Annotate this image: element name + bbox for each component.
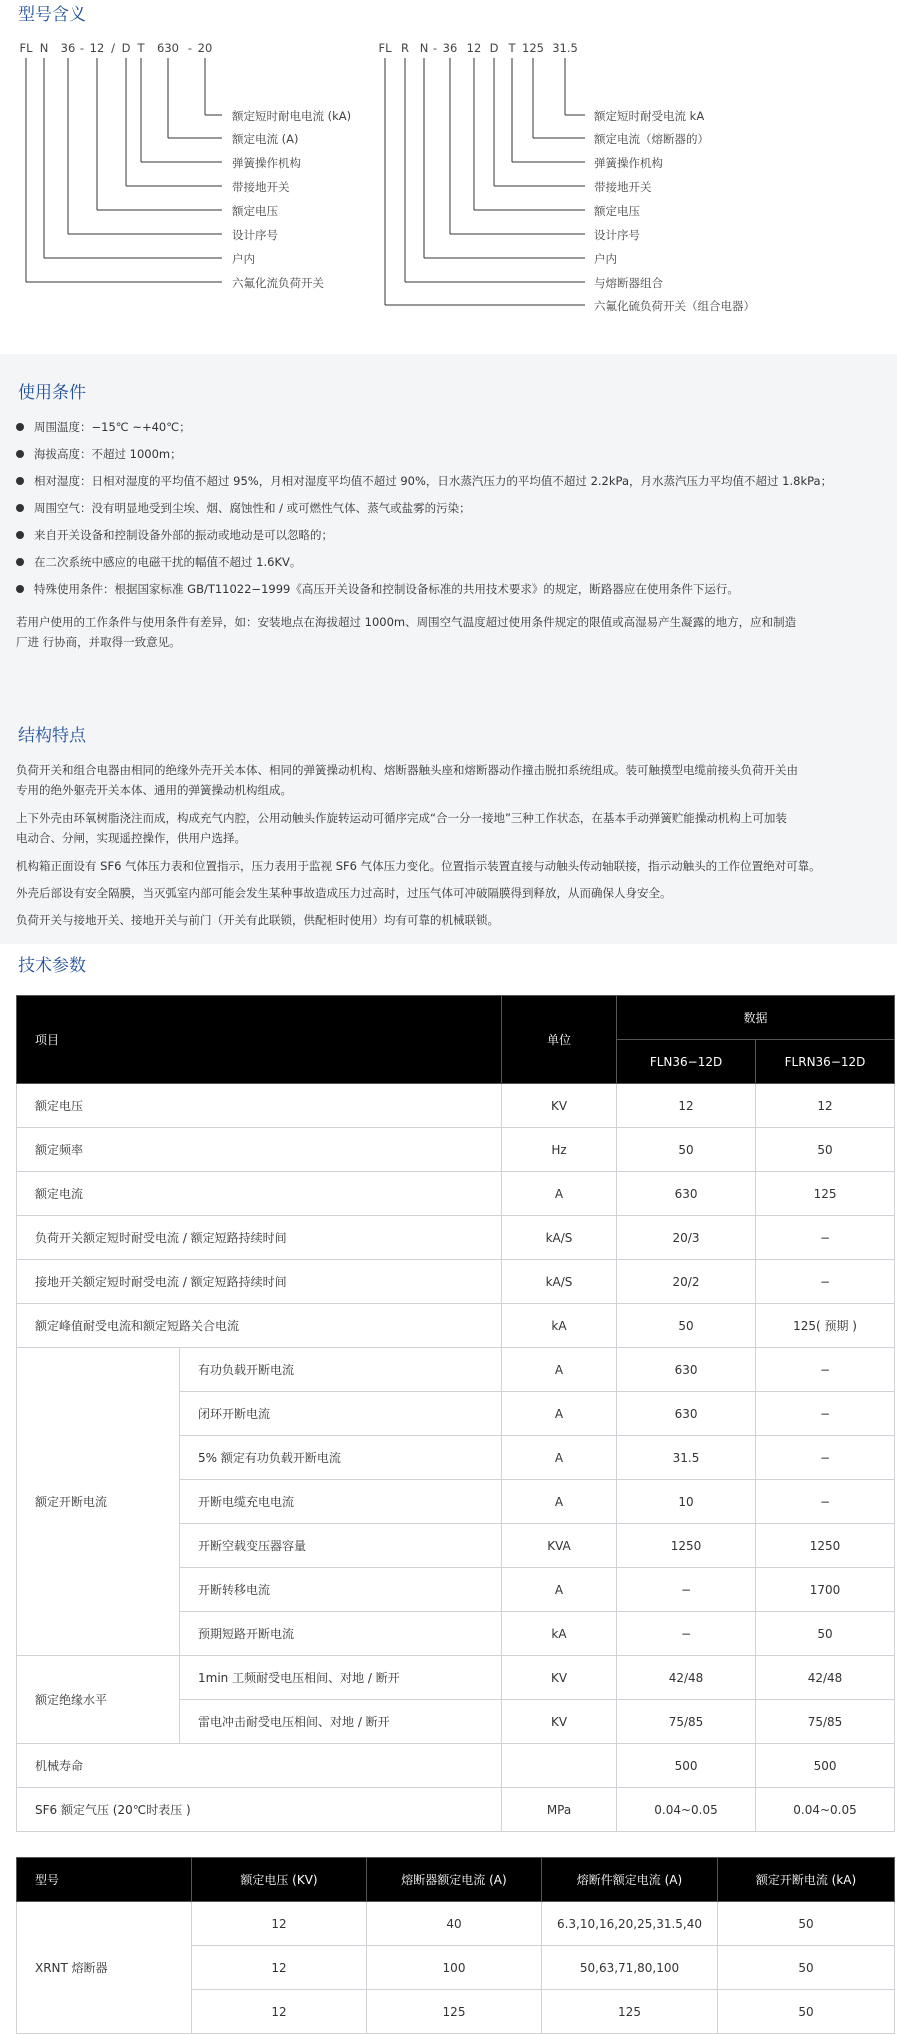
cell-item: 负荷开关额定短时耐受电流 / 额定短路持续时间 — [17, 1216, 502, 1260]
structure-line: 负荷开关与接地开关、接地开关与前门（开关有此联锁，供配柜时使用）均有可靠的机械联锁。 — [16, 913, 499, 927]
model-code-segment: D — [489, 41, 499, 55]
cell-sub-item: 有功负载开断电流 — [180, 1348, 502, 1392]
cell-value: 100 — [367, 1946, 542, 1990]
table-row — [17, 1128, 895, 1172]
cell-unit: KV — [502, 1656, 617, 1700]
group-breaking-current: 额定开断电流 — [17, 1348, 180, 1656]
usage-item-text: 特殊使用条件：根据国家标准 GB/T11022−1999《高压开关设备和控制设备标准的共用技术要求》的规定，断路器应在使用条件下运行。 — [34, 582, 739, 596]
cell-value: 1250 — [756, 1524, 895, 1568]
cell-sub-item: 开断转移电流 — [180, 1568, 502, 1612]
cell-unit — [502, 1744, 617, 1788]
cell-value: 50,63,71,80,100 — [542, 1946, 718, 1990]
bullet-icon — [16, 558, 24, 566]
model-code-label: 额定电压 — [594, 204, 640, 218]
model-code-segment: 36 — [60, 41, 76, 55]
cell-value: 50 — [756, 1128, 895, 1172]
cell-value: 125( 预期 ) — [756, 1304, 895, 1348]
model-code-segment: 12 — [466, 41, 482, 55]
model-code-segment: 12 — [89, 41, 105, 55]
usage-item — [16, 472, 832, 499]
model-code-label: 六氟化流负荷开关 — [232, 276, 324, 290]
cell-value: 0.04~0.05 — [617, 1788, 756, 1832]
model-code-segment: R — [401, 41, 409, 55]
cell-unit: KVA — [502, 1524, 617, 1568]
cell-value: 31.5 — [617, 1436, 756, 1480]
model-code-segment: / — [111, 41, 115, 55]
cell-value: 1250 — [617, 1524, 756, 1568]
model-code-label: 带接地开关 — [594, 180, 652, 194]
cell-item: 额定电流 — [17, 1172, 502, 1216]
model-code-segment: FL — [19, 41, 33, 55]
model-code-segment: - — [432, 41, 438, 55]
cell-value: 42/48 — [756, 1656, 895, 1700]
structure-line: 机构箱正面设有 SF6 气体压力表和位置指示，压力表用于监视 SF6 气体压力变化。位置指示装置直接与动触头传动轴联接，指示动触头的工作位置绝对可靠。 — [16, 859, 821, 873]
cell-unit: MPa — [502, 1788, 617, 1832]
left-model-diagram — [19, 41, 351, 290]
cell-value: − — [756, 1260, 895, 1304]
usage-item-text: 来自开关设备和控制设备外部的振动或地动是可以忽略的； — [34, 528, 333, 542]
structure-line: 外壳后部设有安全隔膜，当灭弧室内部可能会发生某种事故造成压力过高时，过压气体可冲破隔膜得到释放，从而确保人身安全。 — [16, 886, 672, 900]
header-model-flrn: FLRN36−12D — [756, 1040, 895, 1084]
cell-value: 630 — [617, 1392, 756, 1436]
cell-sub-item: 雷电冲击耐受电压相间、对地 / 断开 — [180, 1700, 502, 1744]
header-fuse-link-current: 熔断件额定电流 (A) — [542, 1858, 718, 1902]
usage-note-line: 厂进 行协商，并取得一致意见。 — [16, 635, 181, 649]
cell-value: − — [617, 1568, 756, 1612]
cell-value: 50 — [718, 1946, 895, 1990]
model-code-label: 额定短时耐电电流 (kA) — [232, 109, 352, 123]
table-row — [17, 1084, 895, 1128]
cell-value: 12 — [192, 1990, 367, 2034]
structure-title: 结构特点 — [18, 726, 86, 746]
cell-value: 630 — [617, 1172, 756, 1216]
table-row — [17, 1304, 895, 1348]
usage-item-text: 周围温度：−15℃ ~+40℃； — [34, 420, 191, 434]
cell-value: 125 — [367, 1990, 542, 2034]
model-code-label: 额定短时耐受电流 kA — [594, 109, 705, 123]
bullet-icon — [16, 477, 24, 485]
cell-unit: kA — [502, 1612, 617, 1656]
cell-item: 额定频率 — [17, 1128, 502, 1172]
usage-item — [16, 418, 832, 445]
cell-unit: Hz — [502, 1128, 617, 1172]
bullet-icon — [16, 423, 24, 431]
model-code-segment: - — [187, 41, 193, 55]
model-code-label: 带接地开关 — [232, 180, 290, 194]
table-row — [17, 1744, 895, 1788]
usage-item-text: 周围空气：没有明显地受到尘埃、烟、腐蚀性和 / 或可燃性气体、蒸气或盐雾的污染； — [34, 501, 471, 515]
table-row — [17, 1902, 895, 1946]
cell-unit: A — [502, 1172, 617, 1216]
structure-line: 负荷开关和组合电器由相同的绝缘外壳开关本体、相同的弹簧操动机构、熔断器触头座和熔断器动作撞击脱扣系统组成。装可触摸型电缆前接头负荷开关由 — [16, 763, 798, 777]
cell-value: 40 — [367, 1902, 542, 1946]
cell-value: 12 — [617, 1084, 756, 1128]
header-fuse-rated-current: 熔断器额定电流 (A) — [367, 1858, 542, 1902]
model-code-segment: T — [137, 41, 145, 55]
model-code-segment: 36 — [442, 41, 458, 55]
cell-value: 50 — [617, 1128, 756, 1172]
header-model-fln: FLN36−12D — [617, 1040, 756, 1084]
cell-unit: kA/S — [502, 1216, 617, 1260]
table-row — [17, 1260, 895, 1304]
cell-sub-item: 预期短路开断电流 — [180, 1612, 502, 1656]
cell-value: 50 — [718, 1990, 895, 2034]
cell-value: 50 — [718, 1902, 895, 1946]
cell-value: 125 — [756, 1172, 895, 1216]
cell-unit: KV — [502, 1700, 617, 1744]
table-row — [17, 1656, 895, 1700]
model-code-label: 额定电流（熔断器的） — [594, 132, 709, 146]
cell-item: SF6 额定气压 (20℃时表压 ) — [17, 1788, 502, 1832]
table-row — [17, 1172, 895, 1216]
model-code-segment: - — [79, 41, 85, 55]
tech-params-table — [16, 995, 895, 1832]
model-code-label: 弹簧操作机构 — [594, 156, 663, 170]
model-code-label: 额定电流 (A) — [232, 132, 299, 146]
model-code-segment: N — [39, 41, 49, 55]
cell-unit: A — [502, 1392, 617, 1436]
cell-value: 500 — [617, 1744, 756, 1788]
model-code-label: 设计序号 — [232, 228, 278, 242]
usage-item — [16, 526, 832, 553]
cell-value: 630 — [617, 1348, 756, 1392]
model-code-segment: 125 — [522, 41, 544, 55]
table-row — [17, 1216, 895, 1260]
model-code-segment: T — [508, 41, 516, 55]
cell-unit: A — [502, 1568, 617, 1612]
model-code-label: 户内 — [232, 252, 255, 266]
bullet-icon — [16, 504, 24, 512]
structure-line: 上下外壳由环氧树脂浇注而成，构成充气内腔，公用动触头作旋转运动可循序完成“合一分一接地”三种工作状态，在基本手动弹簧贮能操动机构上可加装 — [16, 811, 787, 825]
bullet-icon — [16, 585, 24, 593]
cell-value: 1700 — [756, 1568, 895, 1612]
model-code-label: 弹簧操作机构 — [232, 156, 301, 170]
cell-value: 42/48 — [617, 1656, 756, 1700]
cell-value: − — [756, 1480, 895, 1524]
table-row — [17, 1348, 895, 1392]
cell-sub-item: 5% 额定有功负载开断电流 — [180, 1436, 502, 1480]
cell-item: 机械寿命 — [17, 1744, 502, 1788]
structure-line: 专用的绝外躯壳开关本体、通用的弹簧操动机构组成。 — [16, 783, 292, 797]
cell-sub-item: 开断电缆充电电流 — [180, 1480, 502, 1524]
cell-value: 20/2 — [617, 1260, 756, 1304]
header-model: 型号 — [17, 1858, 192, 1902]
model-code-segment: 20 — [197, 41, 213, 55]
cell-item: 额定电压 — [17, 1084, 502, 1128]
cell-unit: A — [502, 1436, 617, 1480]
right-model-diagram — [378, 41, 755, 313]
model-meaning-title: 型号含义 — [18, 5, 86, 25]
usage-item-text: 相对湿度：日相对湿度的平均值不超过 95%，月相对湿度平均值不超过 90%，日水蒸汽压力的平均值不超过 2.2kPa，月水蒸汽压力平均值不超过 1.8kPa； — [34, 474, 833, 488]
usage-item — [16, 553, 832, 580]
cell-unit: A — [502, 1480, 617, 1524]
header-breaking-current: 额定开断电流 (kA) — [718, 1858, 895, 1902]
cell-item: 接地开关额定短时耐受电流 / 额定短路持续时间 — [17, 1260, 502, 1304]
usage-item — [16, 445, 832, 472]
usage-item-text: 海拔高度：不超过 1000m； — [34, 447, 182, 461]
cell-value: 75/85 — [617, 1700, 756, 1744]
group-insulation-level: 额定绝缘水平 — [17, 1656, 180, 1744]
cell-item: 额定峰值耐受电流和额定短路关合电流 — [17, 1304, 502, 1348]
cell-value: − — [756, 1436, 895, 1480]
model-code-label: 额定电压 — [232, 204, 278, 218]
bullet-icon — [16, 531, 24, 539]
cell-unit: kA — [502, 1304, 617, 1348]
cell-value: 50 — [756, 1612, 895, 1656]
cell-value: − — [756, 1392, 895, 1436]
cell-value: 125 — [542, 1990, 718, 2034]
header-unit: 单位 — [502, 996, 617, 1084]
model-code-segment: 31.5 — [552, 41, 578, 55]
cell-value: − — [617, 1612, 756, 1656]
usage-item — [16, 580, 832, 607]
model-code-label: 设计序号 — [594, 228, 640, 242]
fuse-model-cell: XRNT 熔断器 — [17, 1902, 192, 2034]
cell-unit: kA/S — [502, 1260, 617, 1304]
cell-unit: KV — [502, 1084, 617, 1128]
tech-params-title: 技术参数 — [18, 956, 86, 976]
model-code-segment: 630 — [157, 41, 179, 55]
cell-value: 0.04~0.05 — [756, 1788, 895, 1832]
model-code-segment: D — [121, 41, 131, 55]
model-code-label: 户内 — [594, 252, 617, 266]
cell-value: 6.3,10,16,20,25,31.5,40 — [542, 1902, 718, 1946]
cell-value: 12 — [192, 1902, 367, 1946]
table-header-row — [17, 996, 895, 1040]
table-row — [17, 1788, 895, 1832]
usage-note-line: 若用户使用的工作条件与使用条件有差异，如：安装地点在海拔超过 1000m、周围空气温度超过使用条件规定的限值或高湿易产生凝露的地方，应和制造 — [16, 615, 797, 629]
header-item: 项目 — [17, 996, 502, 1084]
cell-sub-item: 开断空载变压器容量 — [180, 1524, 502, 1568]
cell-value: 50 — [617, 1304, 756, 1348]
usage-item-text: 在二次系统中感应的电磁干扰的幅值不超过 1.6KV。 — [34, 555, 302, 569]
usage-item — [16, 499, 832, 526]
bullet-icon — [16, 450, 24, 458]
table-header-row — [17, 1858, 895, 1902]
cell-value: − — [756, 1348, 895, 1392]
header-data: 数据 — [617, 996, 895, 1040]
cell-sub-item: 1min 工频耐受电压相间、对地 / 断开 — [180, 1656, 502, 1700]
cell-value: 12 — [756, 1084, 895, 1128]
fuse-table — [16, 1857, 895, 2034]
cell-value: − — [756, 1216, 895, 1260]
cell-sub-item: 闭环开断电流 — [180, 1392, 502, 1436]
header-rated-voltage: 额定电压 (KV) — [192, 1858, 367, 1902]
cell-value: 500 — [756, 1744, 895, 1788]
model-code-segment: N — [419, 41, 429, 55]
usage-list — [16, 418, 832, 607]
model-code-label: 与熔断器组合 — [594, 276, 663, 290]
usage-title: 使用条件 — [18, 383, 86, 403]
model-code-diagram — [0, 0, 897, 320]
model-code-label: 六氟化硫负荷开关（组合电器） — [594, 299, 755, 313]
cell-value: 10 — [617, 1480, 756, 1524]
cell-unit: A — [502, 1348, 617, 1392]
cell-value: 12 — [192, 1946, 367, 1990]
cell-value: 75/85 — [756, 1700, 895, 1744]
cell-value: 20/3 — [617, 1216, 756, 1260]
structure-line: 电动合、分闸，实现遥控操作，供用户选择。 — [16, 831, 246, 845]
model-code-segment: FL — [378, 41, 392, 55]
